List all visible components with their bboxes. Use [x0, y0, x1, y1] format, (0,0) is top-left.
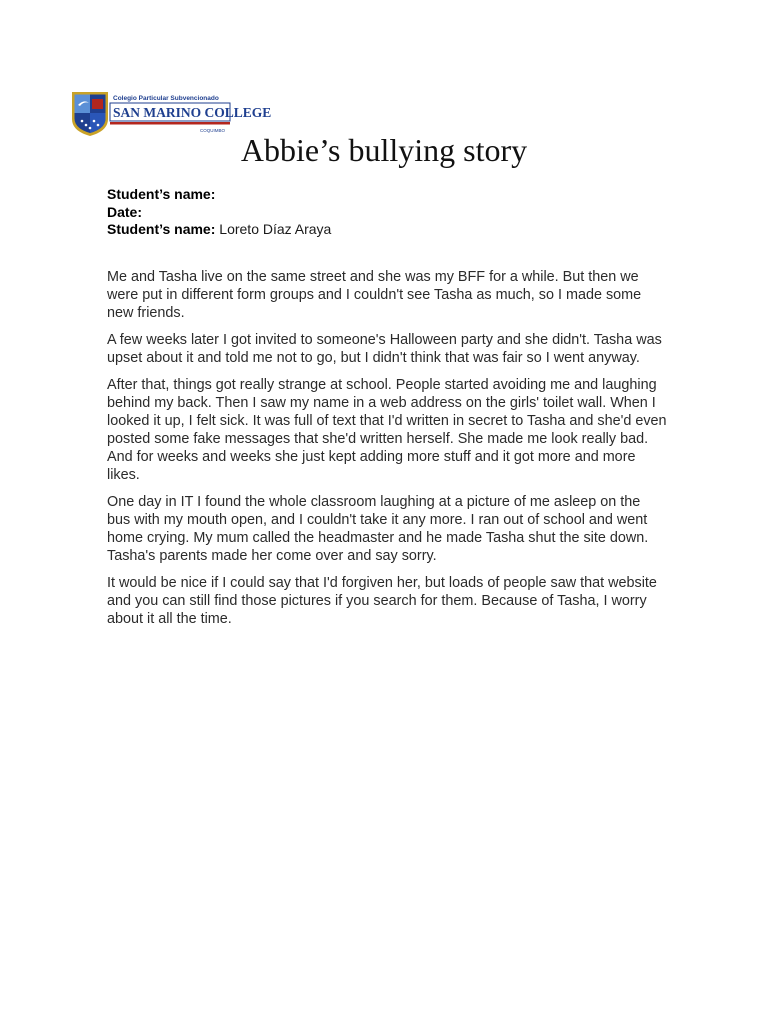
field-value: Loreto Díaz Araya [219, 221, 332, 237]
student-name-field [107, 186, 331, 204]
story-paragraph: After that, things got really strange at school. People started avoiding me and laughing behind my back. Then I saw my name in a web address on the girls' toilet wall. When I looked it up, I felt sick. It was full of text that I'd written in secret to Tasha and she'd even posted some fake messages that she'd written herself. She made me look really bad. And for weeks and weeks she just kept adding more stuff and it got more and more likes. [107, 377, 667, 483]
logo-subtitle: Colegio Particular Subvencionado [113, 95, 219, 102]
student-info-fields [107, 186, 331, 239]
story-paragraph: One day in IT I found the whole classroom laughing at a picture of me asleep on the bus with my mouth open, and I couldn't take it any more. I ran out of school and went home crying. My mum called the headmaster and he made Tasha shut the site down. Tasha's parents made her come over and say sorry. [107, 494, 649, 564]
field-label: Date: [107, 203, 143, 220]
student-name-filled-field [107, 221, 331, 239]
story-paragraph: A few weeks later I got invited to someone's Halloween party and she didn't. Tasha was upset about it and told me not to go, but I didn't think that was fair so I went anyway. [107, 332, 662, 366]
story-paragraph: It would be nice if I could say that I'd forgiven her, but loads of people saw that website and you can still find those pictures if you search for them. Because of Tasha, I worry about it all the time. [107, 575, 657, 627]
logo-place: COQUIMBO [200, 128, 226, 133]
field-label: Student’s name: [107, 221, 216, 237]
page-title: Abbie’s bullying story [240, 132, 528, 168]
logo-school-name: SAN MARINO COLLEGE [113, 105, 272, 120]
date-field [107, 204, 331, 222]
field-label: Student’s name: [107, 186, 216, 202]
story-body [107, 268, 667, 637]
story-paragraph: Me and Tasha live on the same street and she was my BFF for a while. But then we were put in different form groups and I couldn't see Tasha as much, so I made some new friends. [107, 269, 642, 321]
